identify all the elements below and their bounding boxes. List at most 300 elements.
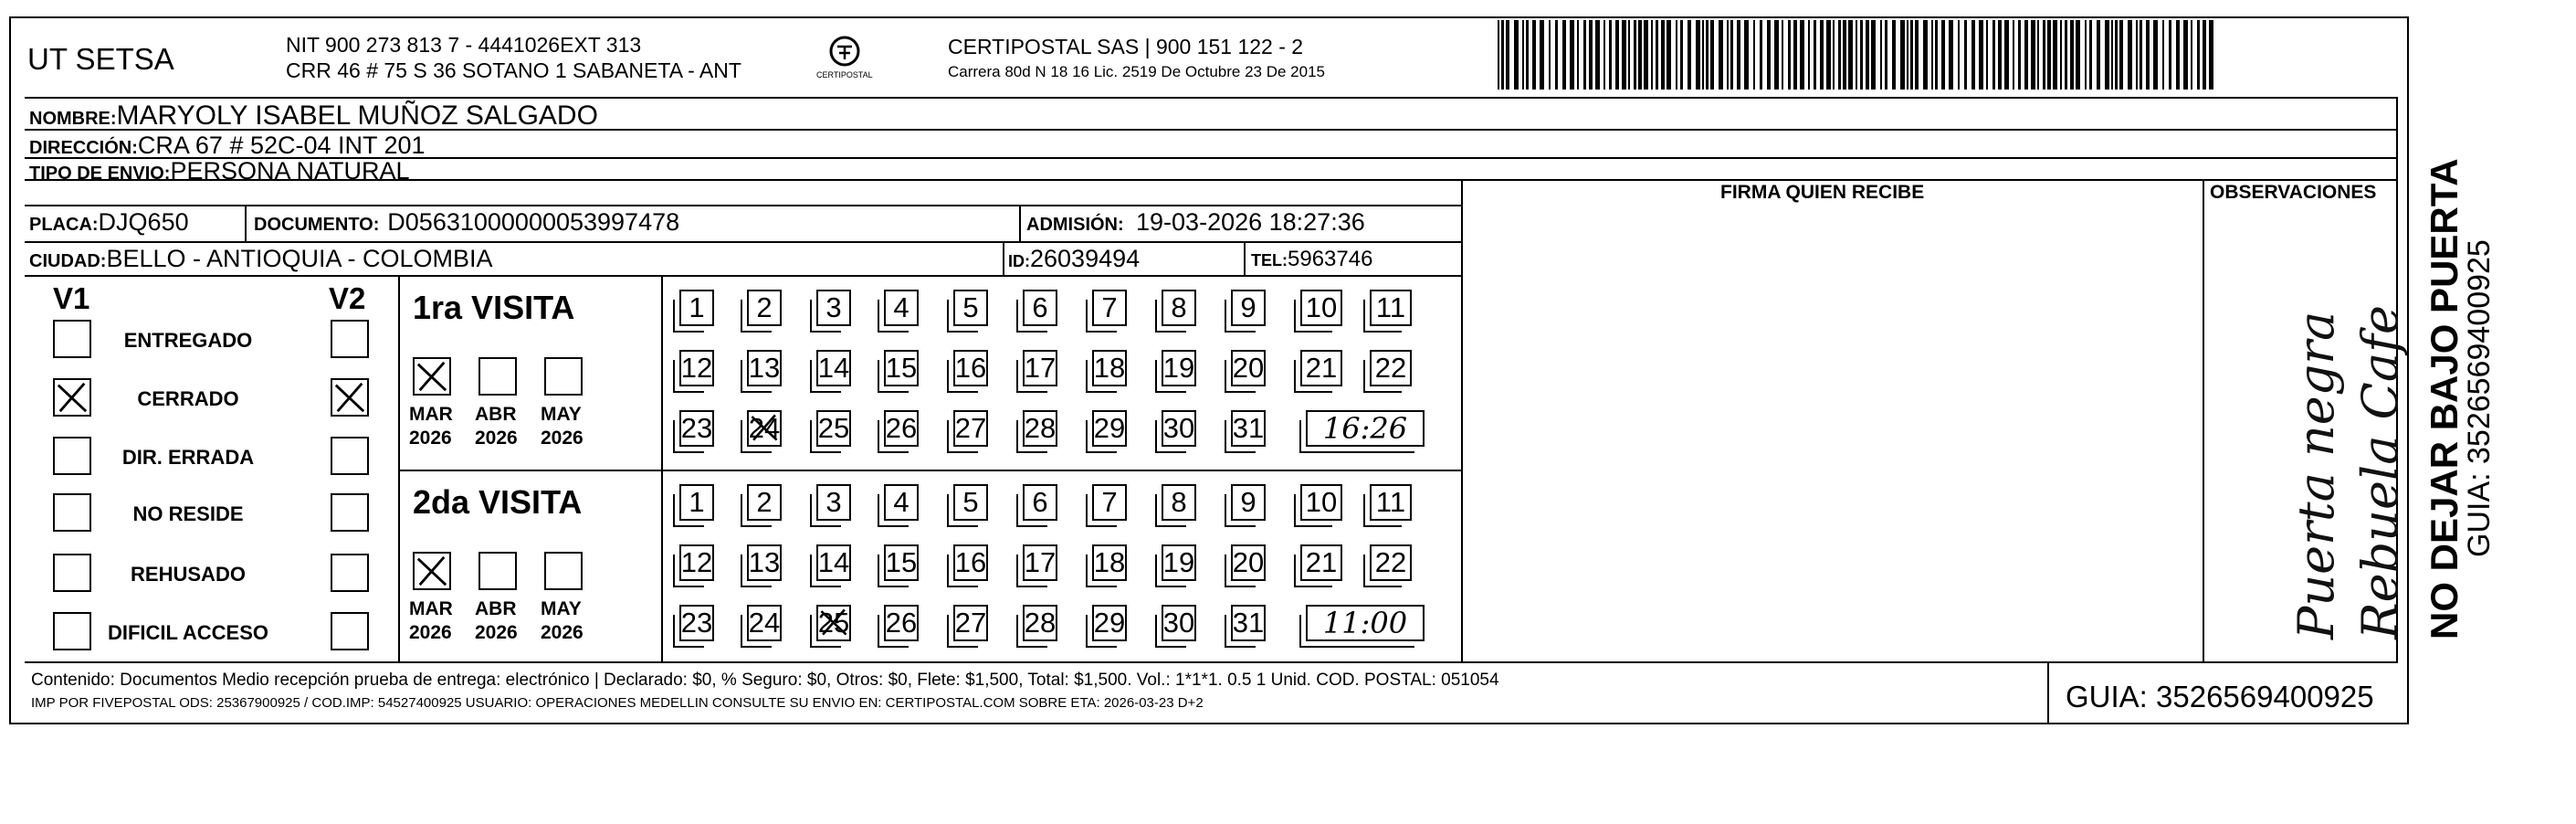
- visit-day-number: 3: [825, 291, 842, 323]
- barcode-bar: [1826, 20, 1831, 90]
- barcode-bar: [1788, 20, 1791, 90]
- visit-day-cell[interactable]: [1370, 484, 1412, 521]
- barcode-bar: [1719, 20, 1723, 90]
- visit-day-number: 15: [885, 546, 918, 578]
- visit-day-number: 13: [748, 546, 781, 578]
- visit-day-cell[interactable]: [816, 544, 851, 581]
- visit-year-label: 2026: [541, 622, 584, 643]
- visit-year-label: 2026: [541, 428, 584, 449]
- barcode-bar: [2089, 20, 2092, 90]
- status-label: REHUSADO: [131, 563, 246, 586]
- visit-day-cell[interactable]: [1092, 290, 1127, 326]
- visit-month-checkbox[interactable]: [413, 552, 451, 590]
- visit-month-label: MAR: [409, 598, 453, 619]
- barcode-bar: [1667, 20, 1671, 90]
- visit-day-cell[interactable]: [747, 290, 782, 326]
- visit-day-cell[interactable]: [816, 350, 851, 386]
- visit-year-label: 2026: [475, 428, 518, 449]
- visit-day-cell[interactable]: [1023, 410, 1057, 447]
- admision-label: ADMISIÓN:: [1026, 215, 1124, 235]
- direccion-label: DIRECCIÓN:: [29, 138, 138, 158]
- barcode-bar: [1730, 20, 1733, 90]
- barcode-bar: [2140, 20, 2142, 90]
- documento-row: [254, 210, 679, 235]
- visit-day-number: 14: [817, 352, 850, 384]
- barcode-bar: [1900, 20, 1905, 90]
- visit-day-cell[interactable]: [747, 484, 782, 521]
- visit-month-label: ABR: [475, 598, 517, 619]
- visit-day-cell[interactable]: [816, 605, 851, 641]
- visit-day-cell[interactable]: [1023, 484, 1057, 521]
- visit-day-number: 9: [1240, 486, 1256, 518]
- visit-day-cell[interactable]: [1231, 605, 1266, 641]
- sender-nit: NIT 900 273 813 7 - 4441026EXT 313: [286, 33, 642, 57]
- visit-day-cell[interactable]: [884, 484, 919, 521]
- visit-day-number: 6: [1032, 291, 1048, 323]
- barcode-bar: [1871, 20, 1876, 90]
- visit-day-cell[interactable]: [747, 605, 782, 641]
- check-mark-icon: [818, 607, 849, 638]
- visit-month-checkbox[interactable]: [544, 357, 583, 396]
- v2-header: V2: [329, 281, 366, 315]
- visit-day-number: 2: [756, 486, 773, 518]
- visit-day-cell[interactable]: [953, 605, 988, 641]
- visit-day-cell[interactable]: [1300, 350, 1342, 386]
- visit-day-number: 22: [1374, 546, 1407, 578]
- barcode-bar: [1622, 20, 1626, 90]
- visit-day-number: 1: [689, 486, 705, 518]
- barcode-bar: [2060, 20, 2062, 90]
- barcode-bar: [1540, 20, 1544, 90]
- visit-day-number: 17: [1024, 352, 1057, 384]
- visit-day-number: 23: [680, 607, 713, 639]
- status-v2-checkbox[interactable]: [331, 493, 369, 532]
- footer-guia: GUIA: 3526569400925: [2066, 680, 2374, 713]
- check-mark-icon: [415, 359, 449, 394]
- barcode-bar: [1696, 20, 1700, 90]
- tipo-row: [29, 159, 410, 184]
- visit-day-number: 21: [1305, 352, 1338, 384]
- visit-day-number: 31: [1232, 412, 1265, 444]
- visit-day-number: 24: [748, 607, 781, 639]
- visit-day-number: 23: [680, 412, 713, 444]
- visit-day-cell[interactable]: [953, 290, 988, 326]
- visit-day-cell[interactable]: [1023, 544, 1057, 581]
- barcode-bar: [1760, 20, 1762, 90]
- visit-day-number: 31: [1232, 607, 1265, 639]
- barcode-bar: [1526, 20, 1529, 90]
- visit-month-checkbox[interactable]: [478, 357, 517, 396]
- barcode-bar: [1910, 20, 1913, 90]
- visit-day-cell[interactable]: [953, 410, 988, 447]
- status-label: DIR. ERRADA: [121, 446, 255, 469]
- visit-day-cell[interactable]: [1162, 290, 1196, 326]
- barcode-bar: [1856, 20, 1857, 90]
- visit-day-cell[interactable]: [679, 544, 714, 581]
- tipo-value: PERSONA NATURAL: [170, 157, 410, 185]
- barcode-bar: [2047, 20, 2051, 90]
- visit-day-cell[interactable]: [1092, 410, 1127, 447]
- visit-day-cell[interactable]: [884, 410, 919, 447]
- id-row: [1008, 247, 1140, 271]
- visit-day-cell[interactable]: [1023, 290, 1057, 326]
- visit-day-cell[interactable]: [816, 484, 851, 521]
- barcode-bar: [2169, 20, 2171, 90]
- visit-day-number: 20: [1232, 546, 1265, 578]
- visit-year-label: 2026: [409, 622, 452, 643]
- visit-day-number: 5: [962, 291, 979, 323]
- barcode-bar: [2053, 20, 2057, 90]
- barcode-bar: [1651, 20, 1653, 90]
- barcode-bar: [2097, 20, 2100, 90]
- visit-day-cell[interactable]: [1092, 544, 1127, 581]
- visit-day-number: 27: [954, 412, 987, 444]
- barcode-bar: [2013, 20, 2014, 90]
- visit-day-cell[interactable]: [1370, 350, 1412, 386]
- barcode-bar: [1656, 20, 1658, 90]
- visit-day-cell[interactable]: [1300, 290, 1342, 326]
- visit-day-cell[interactable]: [679, 410, 714, 447]
- documento-label: DOCUMENTO:: [254, 215, 380, 235]
- visit-day-cell[interactable]: [884, 544, 919, 581]
- visit-day-number: 4: [893, 291, 909, 323]
- barcode-bar: [1964, 20, 1967, 90]
- visit-day-cell[interactable]: [884, 605, 919, 641]
- barcode-bar: [2153, 20, 2158, 90]
- visit-day-number: 16: [954, 352, 987, 384]
- visit-day-cell[interactable]: [1162, 605, 1196, 641]
- carrier-name: CERTIPOSTAL SAS | 900 151 122 - 2: [948, 35, 1304, 58]
- visit-day-number: 17: [1024, 546, 1057, 578]
- visit-hour-field[interactable]: [1306, 410, 1425, 447]
- visit-day-mark: [749, 412, 780, 445]
- barcode-bar: [2031, 20, 2035, 90]
- observacion-line-2: Rebuela Cafe: [2351, 304, 2409, 639]
- status-label: CERRADO: [137, 387, 239, 410]
- status-v2-checkbox[interactable]: [331, 437, 369, 475]
- status-v2-checkbox[interactable]: [331, 320, 369, 358]
- visit-day-number: 30: [1162, 412, 1195, 444]
- tel-row: [1251, 248, 1372, 270]
- barcode-bar: [1958, 20, 1960, 90]
- visit-day-number: 8: [1171, 486, 1187, 518]
- barcode-bar: [1634, 20, 1636, 90]
- visit-day-number: 19: [1162, 352, 1195, 384]
- barcode-bar: [1986, 20, 1988, 90]
- visit-day-number: 28: [1024, 607, 1057, 639]
- visit-day-number: 10: [1305, 486, 1338, 518]
- firma-header: FIRMA QUIEN RECIBE: [1720, 182, 1925, 203]
- barcode-bar: [1555, 20, 1558, 90]
- barcode-bar: [2070, 20, 2074, 90]
- visit-day-cell[interactable]: [1092, 605, 1127, 641]
- visit-day-number: 9: [1240, 291, 1256, 323]
- barcode-bar: [1577, 20, 1579, 90]
- visit-day-number: 21: [1305, 546, 1338, 578]
- visit-day-number: 20: [1232, 352, 1265, 384]
- side-guia-number: GUIA: 3526569400925: [2462, 239, 2497, 557]
- observacion-line-1: Puerta negra: [2287, 311, 2345, 639]
- visit-day-number: 1: [689, 291, 705, 323]
- visit-day-number: 7: [1101, 486, 1118, 518]
- barcode-bar: [1935, 20, 1938, 90]
- ciudad-row: [29, 247, 493, 271]
- barcode-bar: [2203, 20, 2206, 90]
- visit-day-number: 12: [680, 352, 713, 384]
- visit-day-cell[interactable]: [1300, 544, 1342, 581]
- barcode-bar: [2209, 20, 2213, 90]
- visit-month-label: MAY: [541, 404, 582, 425]
- visit-day-cell[interactable]: [953, 544, 988, 581]
- barcode-bar: [1793, 20, 1797, 90]
- visit-day-cell[interactable]: [679, 350, 714, 386]
- visit-year-label: 2026: [475, 622, 518, 643]
- barcode-bar: [2115, 20, 2118, 90]
- barcode-bar: [1615, 20, 1619, 90]
- barcode-bar: [2076, 20, 2080, 90]
- placa-value: DJQ650: [98, 208, 189, 236]
- barcode-bar: [1595, 20, 1600, 90]
- visit-day-cell[interactable]: [953, 350, 988, 386]
- visit-day-number: 28: [1024, 412, 1057, 444]
- tel-value: 5963746: [1288, 247, 1373, 271]
- visit-day-cell[interactable]: [884, 350, 919, 386]
- visit-day-cell[interactable]: [1162, 544, 1196, 581]
- visit-day-cell[interactable]: [816, 290, 851, 326]
- barcode-bar: [2191, 20, 2192, 90]
- visit-day-cell[interactable]: [1370, 544, 1412, 581]
- barcode-bar: [1661, 20, 1665, 90]
- visit-day-number: 19: [1162, 546, 1195, 578]
- visit-day-cell[interactable]: [1162, 410, 1196, 447]
- placa-label: PLACA:: [29, 215, 99, 235]
- visit-day-number: 10: [1305, 291, 1338, 323]
- status-v2-checkbox[interactable]: [331, 378, 369, 417]
- status-label: DIFICIL ACCESO: [107, 621, 268, 644]
- barcode-bar: [1860, 20, 1863, 90]
- visit-day-number: 18: [1093, 546, 1126, 578]
- check-mark-icon: [332, 380, 367, 415]
- barcode-bar: [1931, 20, 1933, 90]
- visit-day-number: 30: [1162, 607, 1195, 639]
- barcode-bar: [1880, 20, 1882, 90]
- visit-day-cell[interactable]: [679, 605, 714, 641]
- barcode-bar: [1609, 20, 1612, 90]
- visit-month-checkbox[interactable]: [544, 552, 583, 590]
- barcode-bar: [2065, 20, 2067, 90]
- barcode-bar: [1979, 20, 1983, 90]
- visit-month-label: MAY: [541, 598, 582, 619]
- visit-day-cell[interactable]: [1231, 410, 1266, 447]
- barcode-bar: [1833, 20, 1835, 90]
- visit-day-mark: [818, 607, 849, 639]
- visit-day-cell[interactable]: [679, 290, 714, 326]
- barcode-bar: [1838, 20, 1841, 90]
- visit-day-number: 27: [954, 607, 987, 639]
- barcode-bar: [2105, 20, 2109, 90]
- barcode-bar: [1820, 20, 1824, 90]
- visit-day-number: 11: [1375, 486, 1406, 518]
- visit-day-cell[interactable]: [679, 484, 714, 521]
- visit-day-cell[interactable]: [953, 484, 988, 521]
- visit-day-cell[interactable]: [1300, 484, 1342, 521]
- barcode-bar: [1501, 20, 1504, 90]
- visit-day-number: 2: [756, 291, 773, 323]
- barcode-bar: [1843, 20, 1846, 90]
- status-label: NO RESIDE: [132, 502, 244, 525]
- visit-day-cell[interactable]: [1162, 484, 1196, 521]
- barcode-bar: [1603, 20, 1605, 90]
- visit-day-number: 12: [680, 546, 713, 578]
- visit-day-cell[interactable]: [1023, 605, 1057, 641]
- visit-month-label: MAR: [409, 404, 453, 425]
- visit-month-checkbox[interactable]: [413, 357, 451, 396]
- barcode-bar: [1923, 20, 1928, 90]
- visit-day-number: 25: [817, 412, 850, 444]
- visit-title: 1ra VISITA: [413, 289, 575, 326]
- visit-day-cell[interactable]: [747, 350, 782, 386]
- visit-day-number: 25: [817, 607, 850, 639]
- status-v2-checkbox[interactable]: [331, 612, 369, 650]
- barcode-bar: [1992, 20, 1995, 90]
- visit-day-number: 13: [748, 352, 781, 384]
- observaciones-text-col1: [2210, 210, 2409, 658]
- barcode-bar: [1514, 20, 1519, 90]
- direccion-row: [29, 133, 426, 158]
- barcode-bar: [1848, 20, 1853, 90]
- status-label: ENTREGADO: [123, 329, 253, 352]
- visit-day-cell[interactable]: [747, 544, 782, 581]
- barcode-bar: [2176, 20, 2180, 90]
- barcode-bar: [1767, 20, 1771, 90]
- visit-day-cell[interactable]: [1162, 350, 1196, 386]
- barcode-bar: [1814, 20, 1816, 90]
- visit-hour-field[interactable]: [1306, 605, 1425, 641]
- visit-day-number: 5: [962, 486, 979, 518]
- barcode-bar: [1589, 20, 1593, 90]
- visit-day-cell[interactable]: [1370, 290, 1412, 326]
- sender-address: CRR 46 # 75 S 36 SOTANO 1 SABANETA - ANT: [286, 58, 741, 82]
- visit-day-cell[interactable]: [1231, 350, 1266, 386]
- visit-day-cell[interactable]: [816, 410, 851, 447]
- documento-value: D05631000000053997478: [387, 208, 680, 236]
- no-dejar-bajo-puerta: NO DEJAR BAJO PUERTA: [2423, 158, 2466, 639]
- id-value: 26039494: [1030, 245, 1141, 272]
- barcode-bar: [2136, 20, 2138, 90]
- visit-day-number: 18: [1093, 352, 1126, 384]
- check-mark-icon: [749, 412, 780, 443]
- barcode-bar: [1782, 20, 1783, 90]
- visit-day-number: 24: [748, 412, 781, 444]
- barcode-bar: [2085, 20, 2087, 90]
- visit-day-number: 26: [885, 607, 918, 639]
- visit-hour-value: 11:00: [1322, 606, 1408, 640]
- footer-imp: IMP POR FIVEPOSTAL ODS: 25367900925 / COD.IMP: 54527400925 USUARIO: OPERACIONES MEDELLIN CONSULTE SU ENVIO EN: CERTIPOSTAL.COM SOBRE ETA: 2026-03-23 D+2: [31, 695, 1204, 711]
- barcode-bar: [2197, 20, 2200, 90]
- nombre-row: [29, 102, 598, 130]
- barcode-bar: [1737, 20, 1740, 90]
- visit-day-number: 8: [1171, 291, 1187, 323]
- barcode-bar: [1549, 20, 1551, 90]
- check-mark-icon: [415, 554, 449, 588]
- barcode-bar: [1998, 20, 2002, 90]
- visit-hour-value: 16:26: [1322, 411, 1408, 446]
- visit-month-checkbox[interactable]: [478, 552, 517, 590]
- barcode-bar: [1774, 20, 1779, 90]
- visit-day-cell[interactable]: [1092, 484, 1127, 521]
- ciudad-value: BELLO - ANTIOQUIA - COLOMBIA: [106, 245, 493, 272]
- barcode-bar: [2024, 20, 2028, 90]
- barcode-bar: [1744, 20, 1749, 90]
- barcode-bar: [2111, 20, 2113, 90]
- id-label: ID:: [1008, 252, 1030, 270]
- carrier-license: Carrera 80d N 18 16 Lic. 2519 De Octubre 23 De 2015: [948, 63, 1325, 80]
- visit-day-cell[interactable]: [1231, 484, 1266, 521]
- barcode: [1498, 20, 2228, 90]
- barcode-bar: [1506, 20, 1509, 90]
- barcode-bar: [1727, 20, 1729, 90]
- barcode-bar: [1753, 20, 1755, 90]
- barcode-bar: [1710, 20, 1714, 90]
- visit-day-cell[interactable]: [884, 290, 919, 326]
- nombre-value: MARYOLY ISABEL MUÑOZ SALGADO: [116, 100, 598, 131]
- barcode-bar: [2004, 20, 2009, 90]
- visit-day-number: 15: [885, 352, 918, 384]
- visit-day-number: 29: [1093, 412, 1126, 444]
- visit-day-number: 29: [1093, 607, 1126, 639]
- barcode-bar: [2146, 20, 2150, 90]
- footer-contenido: Contenido: Documentos Medio recepción prueba de entrega: electrónico | Declarado: $0, % Seguro: $0, Otros: $0, Flete: $1,500, Total: $1,500. Vol.: 1*1*1. 0.5 1 Unid. COD. POSTAL: 051054: [31, 671, 1499, 690]
- visit-day-cell[interactable]: [1231, 544, 1266, 581]
- barcode-bar: [1532, 20, 1536, 90]
- visit-day-number: 14: [817, 546, 850, 578]
- barcode-bar: [1583, 20, 1586, 90]
- barcode-bar: [1949, 20, 1953, 90]
- visit-day-cell[interactable]: [1231, 290, 1266, 326]
- visit-day-number: 7: [1101, 291, 1118, 323]
- barcode-bar: [1971, 20, 1975, 90]
- visit-day-number: 22: [1374, 352, 1407, 384]
- barcode-bar: [1702, 20, 1704, 90]
- barcode-bar: [2043, 20, 2045, 90]
- visit-day-cell[interactable]: [1023, 350, 1057, 386]
- certipostal-logo: [813, 33, 877, 88]
- direccion-value: CRA 67 # 52C-04 INT 201: [137, 132, 426, 159]
- barcode-bar: [1885, 20, 1887, 90]
- admision-value: 19-03-2026 18:27:36: [1136, 208, 1365, 236]
- placa-row: [29, 210, 189, 235]
- barcode-bar: [1688, 20, 1691, 90]
- barcode-bar: [2183, 20, 2188, 90]
- barcode-bar: [1808, 20, 1810, 90]
- visit-day-cell[interactable]: [1092, 350, 1127, 386]
- barcode-bar: [1892, 20, 1896, 90]
- status-v2-checkbox[interactable]: [331, 554, 369, 592]
- logo-text: CERTIPOSTAL: [816, 70, 873, 79]
- barcode-bar: [1638, 20, 1642, 90]
- sender-name: UT SETSA: [27, 42, 174, 76]
- visit-year-label: 2026: [409, 428, 452, 449]
- tipo-label: TIPO DE ENVIO:: [29, 164, 171, 184]
- v1-header: V1: [53, 281, 90, 315]
- barcode-bar: [1628, 20, 1630, 90]
- barcode-bar: [2037, 20, 2039, 90]
- barcode-bar: [2018, 20, 2021, 90]
- visit-day-number: 26: [885, 412, 918, 444]
- barcode-bar: [1800, 20, 1804, 90]
- barcode-bar: [1644, 20, 1648, 90]
- visit-day-cell[interactable]: [747, 410, 782, 447]
